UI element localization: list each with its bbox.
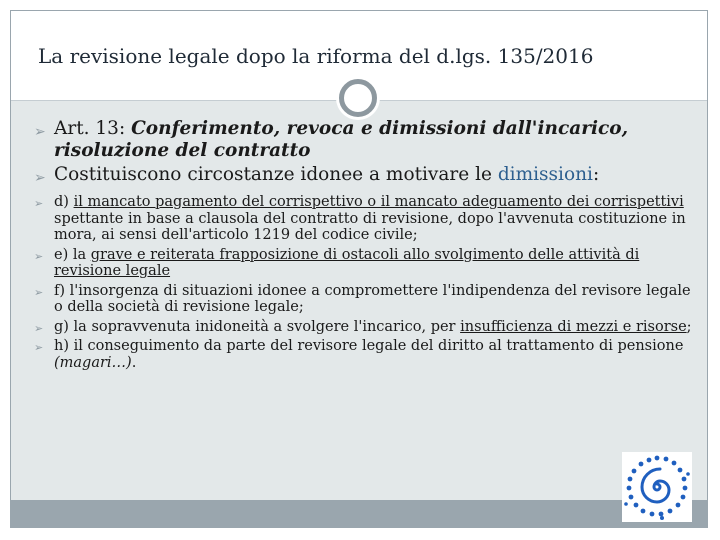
list-item [34, 194, 694, 244]
arrow-bullet-icon: ➢ [34, 124, 46, 140]
slide-body [34, 118, 694, 374]
arrow-bullet-icon: ➢ [34, 170, 46, 186]
arrow-bullet-icon: ➢ [34, 285, 44, 299]
ring-ornament-icon [339, 79, 377, 117]
list-item [34, 338, 694, 371]
item-text: d) [54, 194, 74, 210]
item-underlined: insufficienza di mezzi e risorse [460, 318, 687, 335]
item-text: g) la sopravvenuta inidoneità a svolgere l'incarico, per [54, 318, 461, 335]
item-text: e) la [54, 246, 91, 263]
intro-line [34, 164, 694, 186]
item-underlined: grave e reiterata frapposizione di ostacoli allo svolgimento delle attività di revisione legale [54, 246, 640, 279]
intro-highlight: dimissioni [497, 164, 593, 185]
spiral-logo-icon [622, 452, 692, 522]
item-end: . [131, 354, 137, 371]
page-title: La revisione legale dopo la riforma del d.lgs. 135/2016 [38, 44, 594, 68]
item-underlined: il mancato pagamento del corrispettivo o il mancato adeguamento dei corrispettivi [73, 194, 684, 210]
item-text: f) l'insorgenza di situazioni idonee a compromettere l'indipendenza del revisore legale o della società di revisione legale; [54, 282, 691, 315]
list-item [34, 247, 694, 280]
article-label: Art. 13: [54, 118, 132, 139]
article-heading [34, 118, 694, 162]
item-rest: spettante in base a clausola del contratto di revisione, dopo l'avvenuta costituzione in mora, ai sensi dell'articolo 1219 del codice civile; [54, 210, 686, 243]
arrow-bullet-icon: ➢ [34, 341, 44, 354]
arrow-bullet-icon: ➢ [34, 249, 44, 263]
condition-list [34, 194, 694, 371]
list-item [34, 283, 694, 316]
footer-bar [11, 500, 707, 527]
intro-suffix: : [592, 164, 600, 185]
list-item [34, 319, 694, 336]
arrow-bullet-icon: ➢ [34, 321, 44, 335]
item-text: h) il conseguimento da parte del revisore legale del diritto al trattamento di pensione [54, 338, 684, 354]
item-italic: (magari…) [54, 354, 132, 371]
intro-text: Costituiscono circostanze idonee a motivare le [54, 164, 498, 185]
article-title: Conferimento, revoca e dimissioni dall'incarico, risoluzione del contratto [54, 118, 629, 161]
arrow-bullet-icon: ➢ [34, 197, 44, 210]
item-rest: ; [686, 318, 692, 335]
